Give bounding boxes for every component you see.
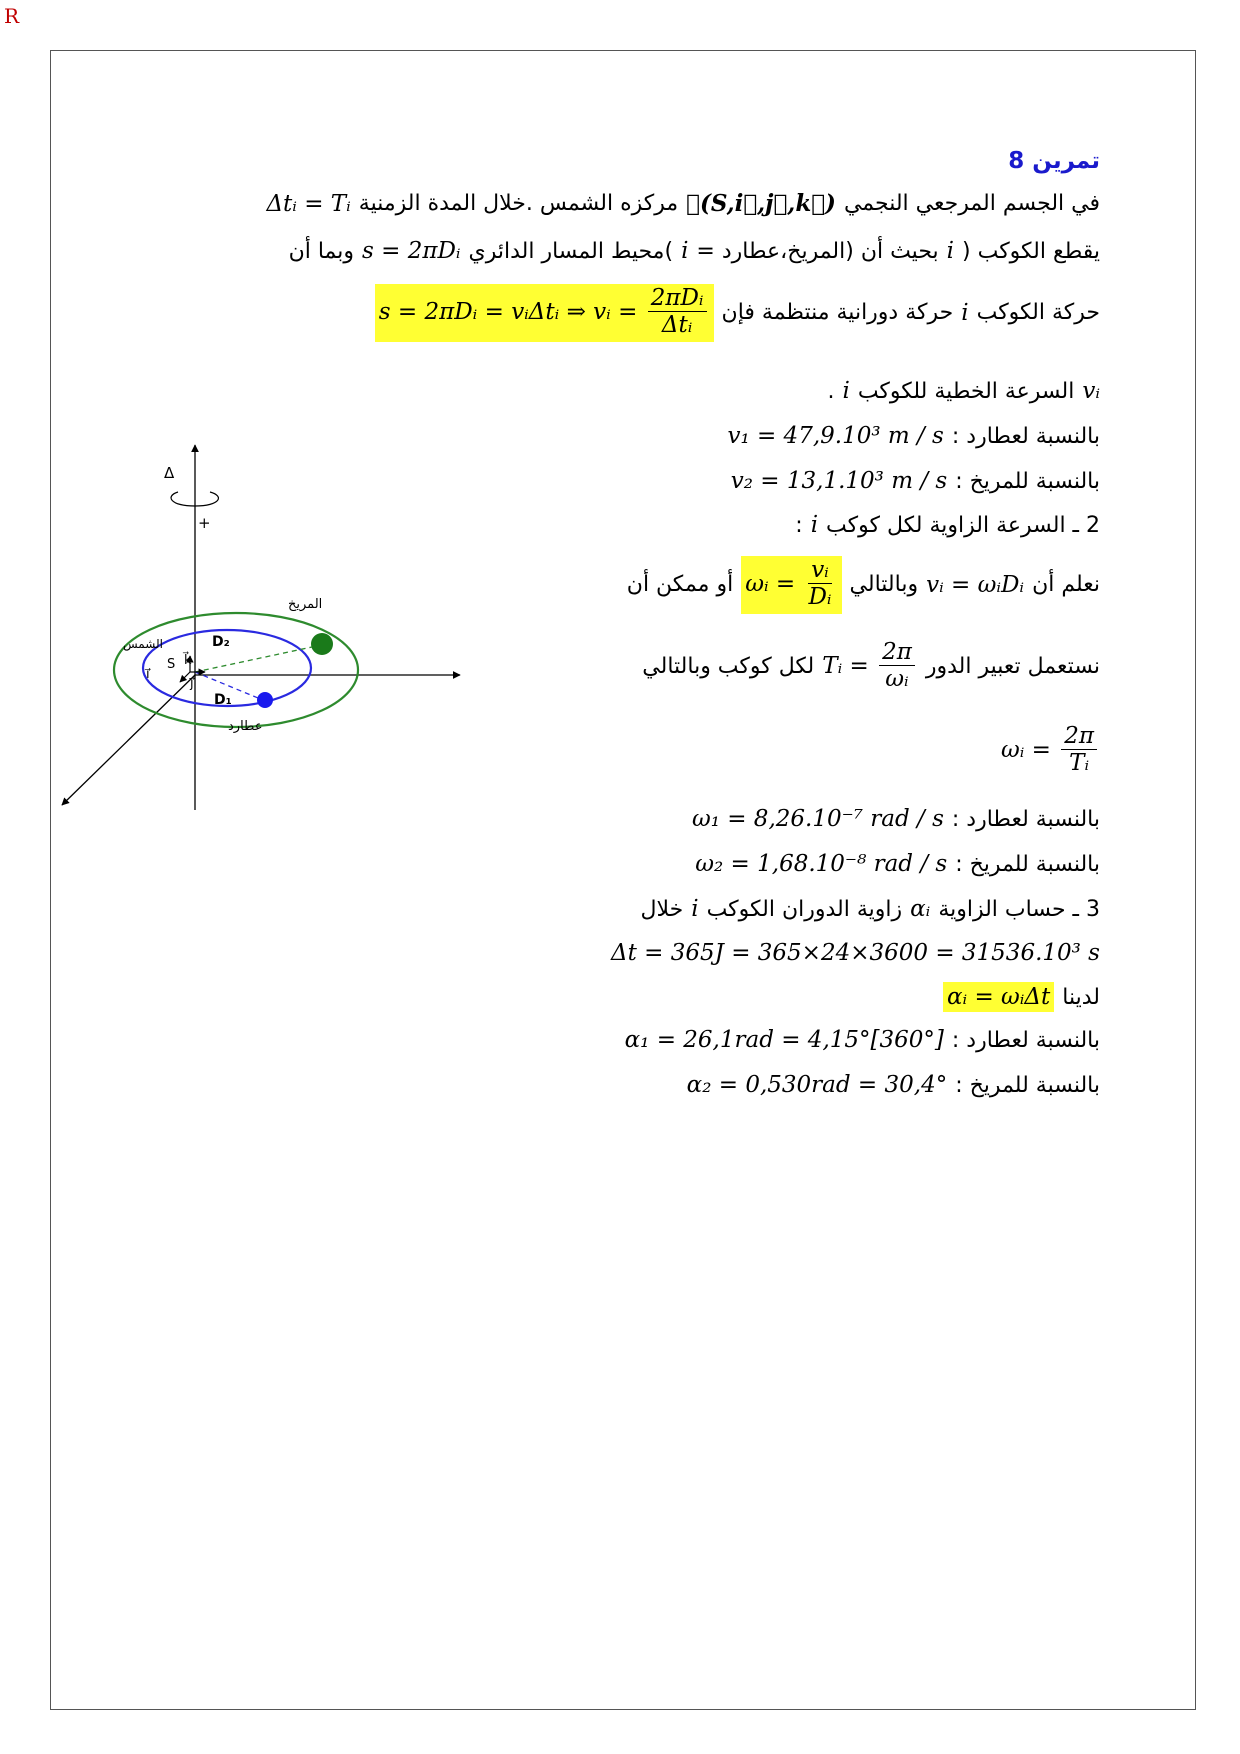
- math-v2: v₂ = 13,1.10³ m / s: [730, 468, 948, 494]
- text: لكل كوكب وبالتالي: [642, 654, 815, 680]
- math-part: s = 2πDᵢ = vᵢΔtᵢ ⇒ vᵢ =: [378, 298, 638, 325]
- math-part: ωᵢ =: [745, 570, 796, 597]
- math-perimeter: s = 2πDᵢ: [362, 238, 461, 264]
- text: في الجسم المرجعي النجمي: [843, 191, 1100, 216]
- math-alpha2: α₂ = 0,530rad = 30,4°: [686, 1072, 948, 1098]
- math-i: i: [961, 299, 969, 326]
- math-i: i: [810, 512, 819, 538]
- math-i: i: [681, 238, 689, 264]
- line-omega-relation: [627, 556, 1100, 614]
- depth-axis: [62, 675, 195, 805]
- fraction-numerator: 2πDᵢ: [648, 286, 707, 312]
- i-label: i⃗: [146, 667, 150, 682]
- fraction-denominator: Dᵢ: [808, 584, 832, 611]
- text: حركة دورانية منتظمة فإن: [721, 300, 954, 326]
- math-omega1: ω₁ = 8,26.10⁻⁷ rad / s: [691, 806, 944, 832]
- highlighted-alpha-formula: αᵢ = ωᵢΔt: [943, 982, 1054, 1012]
- text: بالنسبة للمريخ :: [955, 468, 1100, 494]
- line-period-expression: [642, 640, 1100, 694]
- j-label: j⃗: [190, 676, 194, 691]
- line-mars-alpha: [687, 1072, 1100, 1098]
- text: لدينا: [1062, 984, 1100, 1010]
- math-omega-period: [1001, 724, 1100, 778]
- line-mars-omega: [695, 851, 1100, 877]
- text: السرعة الخطية للكوكب: [857, 378, 1075, 404]
- math-i: i: [946, 238, 955, 264]
- math-part: ωᵢ =: [1000, 736, 1051, 763]
- math-part: Tᵢ =: [822, 652, 869, 679]
- line-mercury-speed: [727, 423, 1100, 449]
- math-alpha: αᵢ: [910, 896, 931, 922]
- line-planet-path: [289, 238, 1100, 264]
- math-delta-t-value: Δt = 365J = 365×24×3600 = 31536.10³ s: [611, 940, 1100, 966]
- text: زاوية الدوران الكوكب: [706, 896, 903, 922]
- line-mercury-alpha: [625, 1027, 1100, 1053]
- fraction-numerator: vᵢ: [808, 558, 832, 584]
- fraction: [879, 640, 915, 694]
- text: )محيط المسار الدائري: [468, 238, 674, 264]
- line-reference-frame: [266, 190, 1100, 217]
- line-linear-speed: [827, 378, 1100, 404]
- highlighted-velocity-formula: [375, 284, 714, 342]
- orbit-diagram: [60, 440, 480, 820]
- text: مركزه الشمس .خلال المدة الزمنية: [358, 191, 679, 216]
- highlighted-omega-formula: [741, 556, 841, 614]
- mars-label: المريخ: [288, 597, 323, 612]
- line-angular-speed-heading: [795, 512, 1100, 538]
- math-period: [822, 640, 918, 694]
- math-omega2: ω₂ = 1,68.10⁻⁸ rad / s: [695, 851, 948, 877]
- text: نستعمل تعبير الدور: [925, 654, 1100, 680]
- line-angle-heading: [641, 896, 1101, 922]
- line-mars-speed: [731, 468, 1100, 494]
- fraction-numerator: 2π: [879, 640, 915, 666]
- text: بالنسبة لعطارد :: [951, 1027, 1100, 1053]
- math-alpha1: α₁ = 26,1rad = 4,15°[360°]: [624, 1027, 944, 1053]
- text: بالنسبة لعطارد :: [951, 423, 1100, 449]
- exercise-title: تمرين 8: [1008, 148, 1100, 174]
- line-velocity-formula: [375, 284, 1100, 342]
- fraction-denominator: Tᵢ: [1069, 750, 1090, 777]
- math-v-omega-d: vᵢ = ωᵢDᵢ: [926, 571, 1025, 598]
- text: .: [827, 378, 835, 404]
- math-ref-frame: ℛ(S,i⃗,j⃗,k⃗): [686, 190, 836, 217]
- text: 3 ـ حساب الزاوية: [938, 896, 1100, 922]
- text: بحيث أن (المريخ،عطارد =: [696, 238, 939, 264]
- mercury-planet: [257, 692, 273, 708]
- math-i: i: [691, 896, 699, 922]
- math-v: vᵢ: [1082, 378, 1100, 404]
- text: بالنسبة للمريخ :: [955, 1072, 1100, 1098]
- corner-mark: R: [4, 4, 20, 28]
- delta-label: Δ: [164, 464, 175, 482]
- k-label: k⃗: [184, 653, 192, 668]
- line-omega-period: [1001, 724, 1100, 778]
- text: حركة الكوكب: [976, 300, 1100, 326]
- fraction: [805, 558, 834, 612]
- math-i: i: [842, 378, 850, 404]
- text: خلال: [640, 896, 684, 922]
- text: 2 ـ السرعة الزاوية لكل كوكب: [826, 512, 1100, 538]
- math-delta-t: Δtᵢ = Tᵢ: [266, 190, 351, 217]
- text: بالنسبة للمريخ :: [955, 851, 1100, 877]
- text: أو ممكن أن: [626, 572, 734, 598]
- text: وبما أن: [288, 238, 355, 264]
- s-label: S: [167, 657, 176, 672]
- fraction-denominator: Δtᵢ: [661, 312, 693, 339]
- plus-label: +: [198, 514, 211, 532]
- mercury-label: عطارد: [228, 719, 263, 734]
- sun-label: الشمس: [123, 637, 163, 651]
- line-mercury-omega: [692, 806, 1100, 832]
- fraction-denominator: ωᵢ: [885, 666, 909, 693]
- d2-line: [195, 647, 312, 672]
- d2-label: D₂: [212, 634, 230, 650]
- line-alpha-formula: [943, 982, 1100, 1012]
- text: بالنسبة لعطارد :: [951, 806, 1100, 832]
- fraction: [1061, 724, 1097, 778]
- math-v1: v₁ = 47,9.10³ m / s: [727, 423, 944, 449]
- fraction-numerator: 2π: [1061, 724, 1097, 750]
- text: وبالتالي: [849, 572, 919, 598]
- text: :: [795, 512, 803, 538]
- line-duration: [611, 940, 1100, 966]
- fraction: [648, 286, 707, 340]
- mars-planet: [311, 633, 333, 655]
- d1-label: D₁: [214, 692, 232, 708]
- text: نعلم أن: [1032, 572, 1100, 598]
- text: يقطع الكوكب (: [962, 238, 1100, 264]
